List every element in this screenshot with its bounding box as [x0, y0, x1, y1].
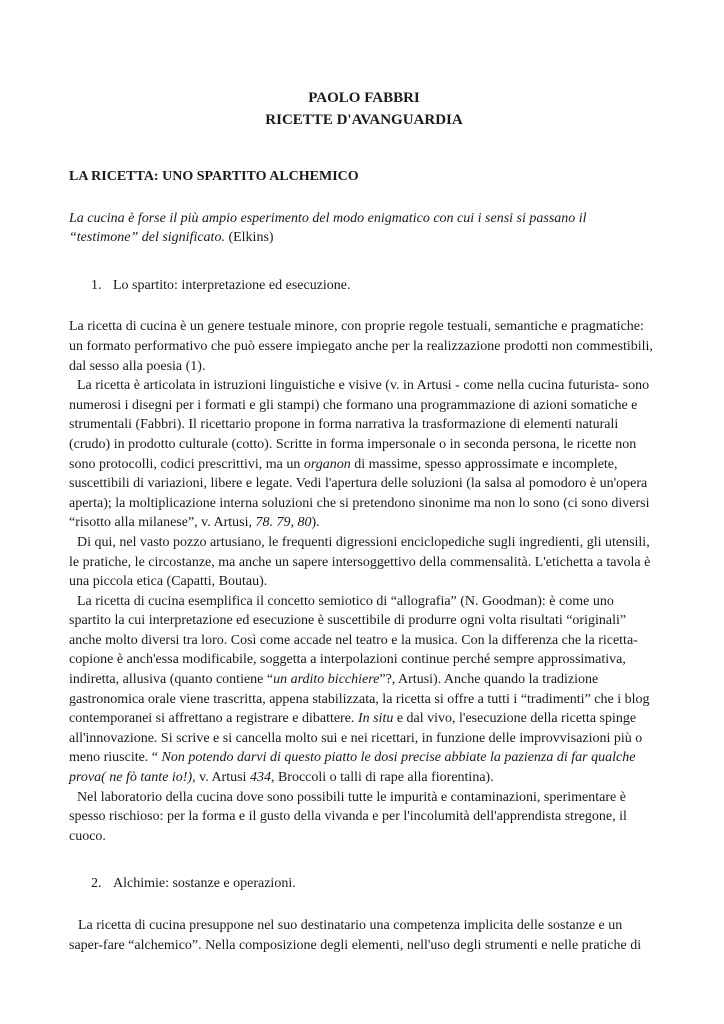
paragraph-emphasis: 78. 79, 80 — [255, 515, 312, 531]
paragraph-text: ”?, Artusi). Anche quando la tradizione gastronomica orale viene trascritta, appena stabilizzata, la ricetta si offre a tutti i “tradimenti” che i blog contemporanei si affrettano a registrare e dibattere. — [69, 672, 650, 727]
paragraph-emphasis: In situ — [357, 711, 394, 727]
epigraph — [69, 209, 659, 248]
paragraph-emphasis: organon — [303, 456, 351, 472]
paragraph-5: Nel laboratorio della cucina dove sono possibili tutte le impurità e contaminazioni, sperimentare è spesso rischioso: per la forma e il gusto della vivanda e per l'incolumità dell'apprendista stregone, il cuoco. — [69, 789, 627, 844]
paragraph-text: , Broccoli o talli di rape alla fiorentina). — [270, 770, 494, 786]
document-page — [69, 87, 659, 955]
paragraph-text: ). — [311, 515, 320, 531]
author-name: PAOLO FABBRI — [308, 90, 420, 106]
paragraph-1: La ricetta di cucina è un genere testuale minore, con proprie regole testuali, semantiche e pragmatiche: un formato performativo che può essere impiegato anche per la realizzazione prodotti non commestibili, dal sesso alla poesia (1). — [69, 319, 653, 374]
paragraph-text: e dal vivo, l'esecuzione della ricetta spinge all'innovazione. Si scrive e si cancella molto sui e nei ricettari, in funzione delle improvvisazioni più o meno riuscite. “ — [69, 711, 643, 766]
list-item-2 — [69, 874, 659, 894]
paragraph-3: Di qui, nel vasto pozzo artusiano, le frequenti digressioni enciclopediche sugli ingredienti, gli utensili, le pratiche, le circostanze, ma anche un sapere intersoggettivo della commensalità. L'etichetta a tavola è una piccola etica (Capatti, Boutau). — [69, 534, 651, 590]
list-text: Lo spartito: interpretazione ed esecuzione. — [113, 277, 351, 293]
list-item-1 — [69, 276, 659, 296]
paragraph-2 — [69, 376, 659, 533]
paragraph-emphasis: Non potendo darvi di questo piatto le dosi precise abbiate la pazienza di far qualche prova( ne fò tante io!), — [69, 750, 636, 786]
paragraph-text: La ricetta di cucina esemplifica il concetto semiotico di “allografia” (N. Goodman): è come uno spartito la cui interpretazione ed esecuzione è suscettibile di produrre ogni volta risultati “originali” anche molto diversi tra loro. Così come accade nel teatro e la musica. Con la differenza che la ricetta-copione è anch'essa modificabile, soggetta a interpolazioni continue perché sempre approssimativa, indiretta, allusiva (quanto contiene “ — [69, 593, 638, 688]
document-title: RICETTE D'AVANGUARDIA — [265, 112, 463, 128]
section-heading: LA RICETTA: UNO SPARTITO ALCHEMICO — [69, 169, 359, 184]
paragraph-text: di massime, spesso approssimate e incomplete, suscettibili di variazioni, libere e legate. Vedi l'apertura delle soluzioni (la salsa al pomodoro è un'opera aperta); la moltiplicazione interna soluzioni che si pretendono sinonime ma non lo sono (ci sono diversi “risotto alla milanese”, v. Artusi, — [69, 456, 650, 531]
paragraph-text: La ricetta è articolata in istruzioni linguistiche e visive (v. in Artusi - come nella cucina futurista- sono numerosi i disegni per i formati e gli stampi) che formano una programmazione di azioni somatiche e strumentali (Fabbri). Il ricettario propone in forma narrativa la trasformazione di elementi naturali (crudo) in prodotto culturale (cotto). Scritte in forma impersonale o in seconda persona, le ricette non sono protocolli, codici prescrittivi, ma un — [69, 378, 650, 472]
paragraph-emphasis: 434 — [249, 770, 271, 786]
paragraph-6: La ricetta di cucina presuppone nel suo destinatario una competenza implicita delle sostanze e un saper-fare “alchemico”. Nella composizione degli elementi, nell'uso degli strumenti e nelle pratiche di — [69, 918, 642, 953]
paragraph-4 — [69, 592, 659, 788]
list-text: Alchimie: sostanze e operazioni. — [113, 876, 296, 892]
paragraph-emphasis: un ardito bicchiere — [273, 672, 380, 688]
list-number: 2. — [91, 876, 102, 892]
paragraph-text: v. Artusi — [195, 770, 250, 786]
list-number: 1. — [91, 277, 102, 293]
epigraph-quote: La cucina è forse il più ampio esperimento del modo enigmatico con cui i sensi si passano il “testimone” del significato. — [69, 210, 587, 246]
epigraph-source: (Elkins) — [228, 230, 274, 246]
